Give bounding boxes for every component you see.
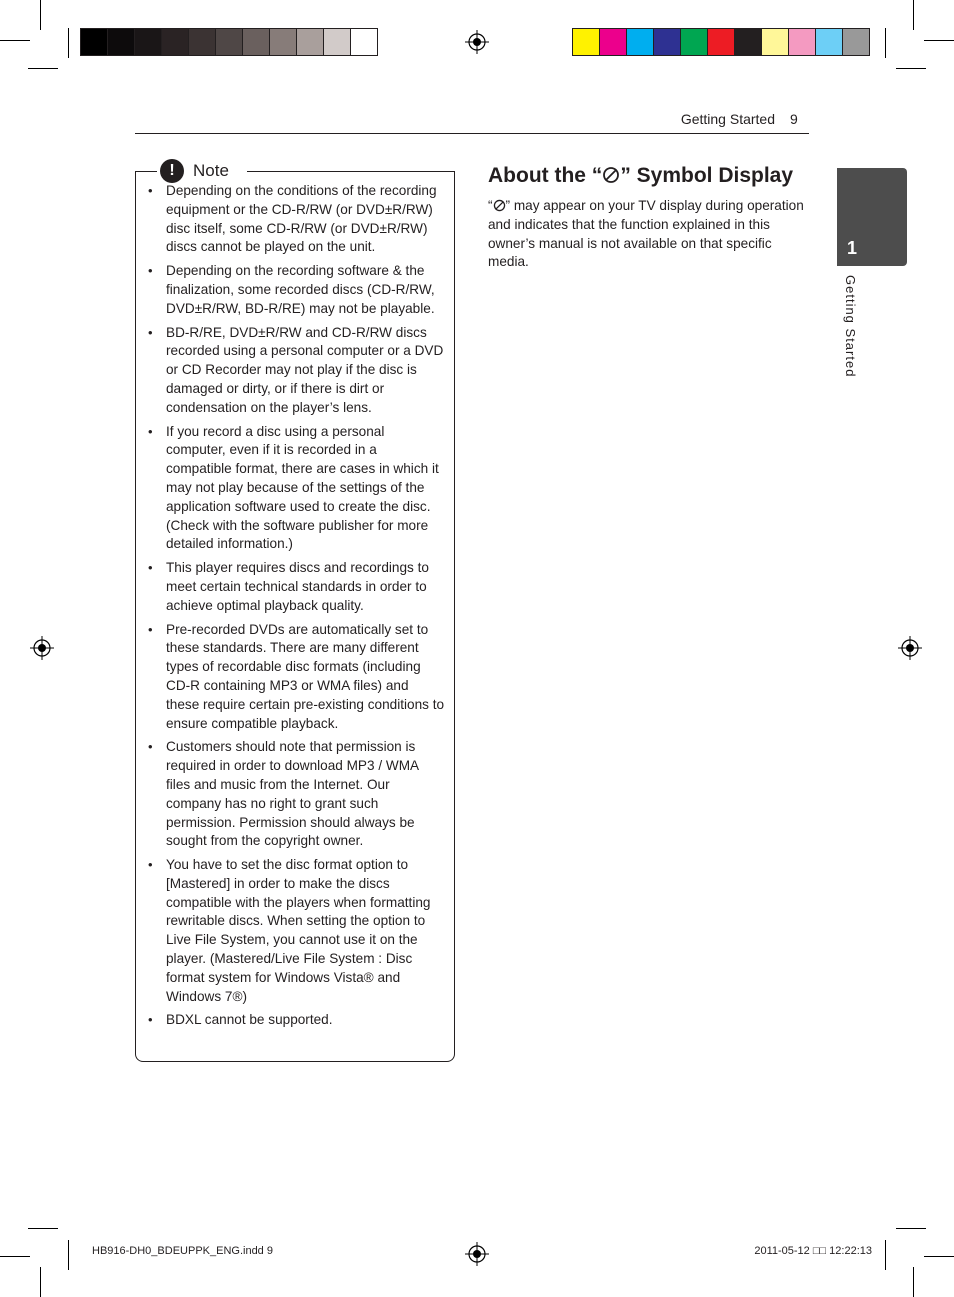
color-swatch [573,29,600,55]
color-swatch [735,29,762,55]
crop-mark [885,1240,886,1270]
footer-timestamp: 2011-05-12 □□ 12:22:13 [754,1245,872,1257]
color-swatch [108,29,135,55]
list-item: • This player requires discs and recordings to meet certain technical standards in order to achieve optimal playback quality. [145,559,445,615]
color-swatch [816,29,843,55]
list-item: • Customers should note that permission is required in order to download MP3 / WMA files and music from the Internet. Our company has no right to grant such permission. Permission should always be sought from the copyright owner. [145,738,445,851]
crop-mark [28,68,58,69]
color-swatch [762,29,789,55]
color-swatch [600,29,627,55]
list-item: • BDXL cannot be supported. [145,1011,445,1030]
color-swatch [81,29,108,55]
prohibited-symbol-icon [493,199,506,212]
body-open-quote: “ [488,198,493,213]
note-title: Note [193,161,229,180]
color-swatch [324,29,351,55]
footer-file-info: HB916-DH0_BDEUPPK_ENG.indd 9 [92,1245,273,1257]
running-header-label: Getting Started [680,111,775,127]
list-item: • Pre-recorded DVDs are automatically set to these standards. There are many different types of recordable disc formats (including CD-R containing MP3 or WMA files) and these require certain pre-existing conditions to ensure compatible playback. [145,621,445,734]
section-body [488,197,813,272]
list-item: • BD-R/RE, DVD±R/RW and CD-R/RW discs recorded using a personal computer or a DVD or CD Recorder may not play if the disc is damaged or dirty, or if there is dirt or condensation on the player’s lens. [145,324,445,418]
registration-mark-icon [898,636,922,660]
exclamation-icon: ! [160,159,184,183]
note-box-top-border [247,171,454,172]
header-rule [135,133,809,134]
color-swatch [270,29,297,55]
registration-mark-icon [465,1242,489,1266]
crop-mark [40,1267,41,1297]
crop-mark [0,40,30,41]
crop-mark [68,1240,69,1270]
color-swatch [843,29,869,55]
registration-mark-icon [465,30,489,54]
section-title-suffix: ” Symbol Display [620,164,794,187]
color-swatch [189,29,216,55]
crop-mark [896,1228,926,1229]
color-swatch [627,29,654,55]
crop-mark [885,28,886,58]
list-item: • Depending on the conditions of the recording equipment or the CD-R/RW (or DVD±R/RW) disc itself, some CD-R/RW (or DVD±R/RW) discs cannot be played on the unit. [145,182,445,257]
section-title [488,164,793,188]
section-title-prefix: About the “ [488,164,603,187]
color-swatch [351,29,377,55]
crop-mark [40,0,41,30]
color-swatch [297,29,324,55]
color-swatch [708,29,735,55]
crop-mark [924,1256,954,1257]
color-swatch [789,29,816,55]
registration-mark-icon [30,636,54,660]
page-number: 9 [790,111,798,127]
color-swatch [681,29,708,55]
color-swatch [135,29,162,55]
body-text: ” may appear on your TV display during operation and indicates that the function explained in this owner’s manual is not available on that specific media. [488,198,804,270]
color-swatch [654,29,681,55]
crop-mark [68,28,69,58]
process-color-bar [572,28,870,56]
list-item: • If you record a disc using a personal computer, even if it is recorded in a compatible format, there are cases in which it may not play because of the settings of the application software used to create the disc. (Check with the software publisher for more detailed information.) [145,423,445,555]
color-swatch [243,29,270,55]
crop-mark [913,0,914,30]
color-swatch [162,29,189,55]
crop-mark [896,68,926,69]
color-swatch [216,29,243,55]
list-item: • You have to set the disc format option to [Mastered] in order to make the discs compatible with the players when formatting rewritable discs. When setting the option to Live File System, you cannot use it on the player. (Mastered/Live File System : Disc format system for Windows Vista® and Windows 7®) [145,856,445,1006]
crop-mark [0,1256,30,1257]
grayscale-color-bar [80,28,378,56]
note-box-top-border [135,171,157,172]
chapter-number: 1 [846,238,857,258]
note-bullet-list [145,182,445,1035]
list-item: • Depending on the recording software & the finalization, some recorded discs (CD-R/RW, DVD±R/RW, BD-R/RE) may not be playable. [145,262,445,318]
chapter-side-label: Getting Started [843,275,858,378]
crop-mark [924,40,954,41]
crop-mark [913,1267,914,1297]
crop-mark [28,1228,58,1229]
prohibited-symbol-icon [602,166,620,184]
